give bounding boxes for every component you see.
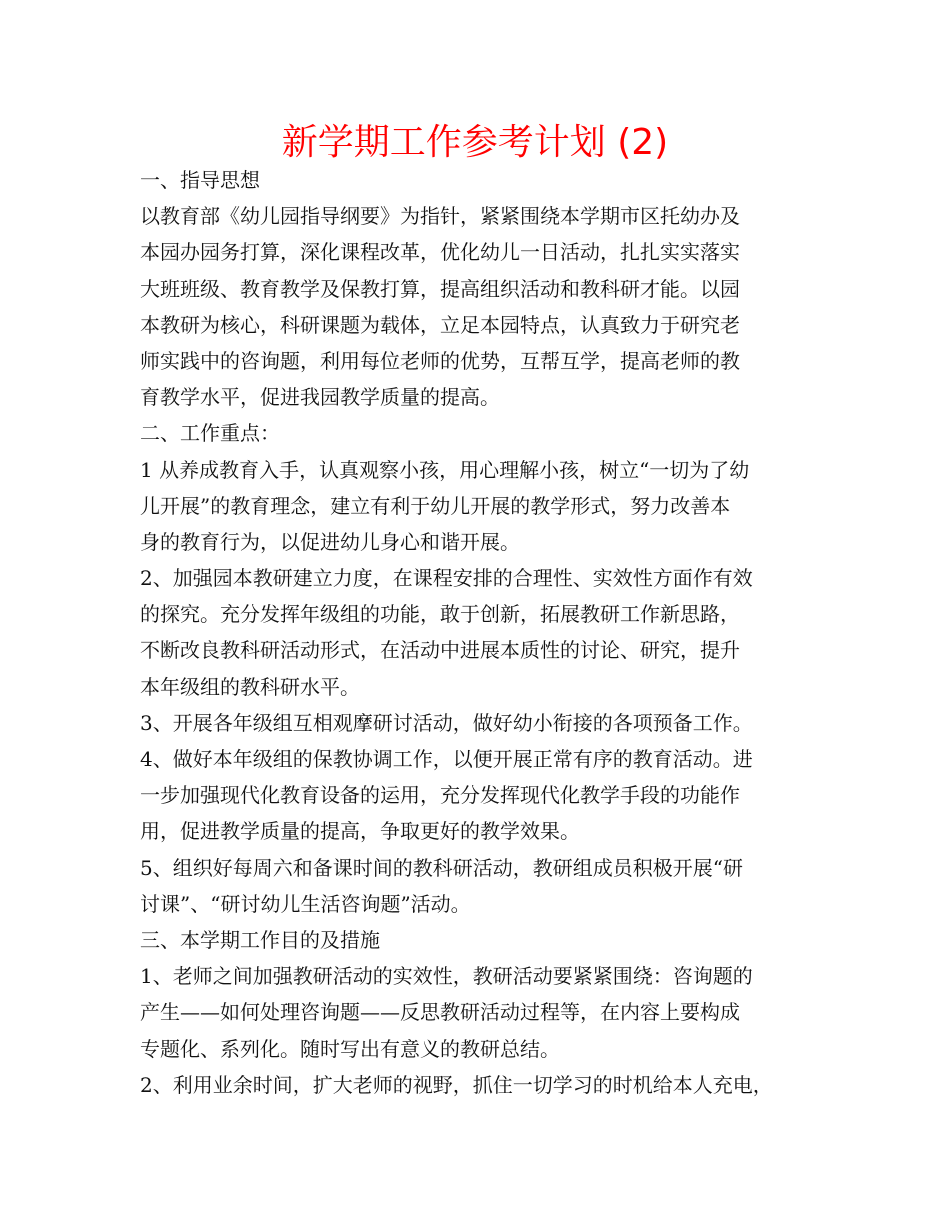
text-line: 儿开展”的教育理念，建立有利于幼儿开展的教学形式，努力改善本 [140, 493, 731, 518]
text-line: 2、利用业余时间，扩大老师的视野，抓住一切学习的时机给本人充电， [140, 1072, 773, 1097]
text-line: 本年级组的教科研水平。 [140, 674, 360, 699]
text-line: 产生——如何处理咨询题——反思教研活动过程等，在内容上要构成 [140, 1000, 740, 1025]
text-line: 3、开展各年级组互相观摩研讨活动，做好幼小衔接的各项预备工作。 [140, 710, 753, 735]
text-line: 以教育部《幼儿园指导纲要》为指针，紧紧围绕本学期市区托幼办及 [140, 204, 740, 229]
text-line: 5、组织好每周六和备课时间的教科研活动，教研组成员积极开展“研 [140, 855, 743, 880]
text-line: 大班班级、教育教学及保教打算，提高组织活动和教科研才能。以园 [140, 276, 740, 301]
text-line: 不断改良教科研活动形式，在活动中进展本质性的讨论、研究，提升 [140, 638, 740, 663]
text-line: 身的教育行为，以促进幼儿身心和谐开展。 [140, 529, 520, 554]
text-line: 讨课”、“研讨幼儿生活咨询题”活动。 [140, 891, 471, 916]
text-line: 本教研为核心，科研课题为载体，立足本园特点，认真致力于研究老 [140, 312, 740, 337]
text-line: 用，促进教学质量的提高，争取更好的教学效果。 [140, 819, 580, 844]
text-line: 1 从养成教育入手，认真观察小孩，用心理解小孩，树立“一切为了幼 [140, 457, 750, 482]
text-line: 二、工作重点： [140, 421, 280, 446]
text-line: 一步加强现代化教育设备的运用，充分发挥现代化教学手段的功能作 [140, 783, 740, 808]
text-line: 育教学水平，促进我园教学质量的提高。 [140, 385, 500, 410]
text-line: 的探究。充分发挥年级组的功能，敢于创新，拓展教研工作新思路， [140, 602, 740, 627]
text-line: 1、老师之间加强教研活动的实效性，教研活动要紧紧围绕：咨询题的 [140, 964, 753, 989]
text-line: 2、加强园本教研建立力度，在课程安排的合理性、实效性方面作有效 [140, 566, 753, 591]
text-line: 一、指导思想 [140, 168, 260, 192]
text-line: 专题化、系列化。随时写出有意义的教研总结。 [140, 1036, 560, 1061]
text-line: 本园办园务打算，深化课程改革，优化幼儿一日活动，扎扎实实落实 [140, 240, 740, 265]
document-title: 新学期工作参考计划 (2) [281, 122, 669, 163]
text-line: 4、做好本年级组的保教协调工作，以便开展正常有序的教育活动。进 [140, 747, 753, 771]
text-line: 三、本学期工作目的及措施 [140, 927, 380, 952]
document-body [140, 162, 820, 1103]
text-line: 师实践中的咨询题，利用每位老师的优势，互帮互学，提高老师的教 [140, 348, 740, 373]
